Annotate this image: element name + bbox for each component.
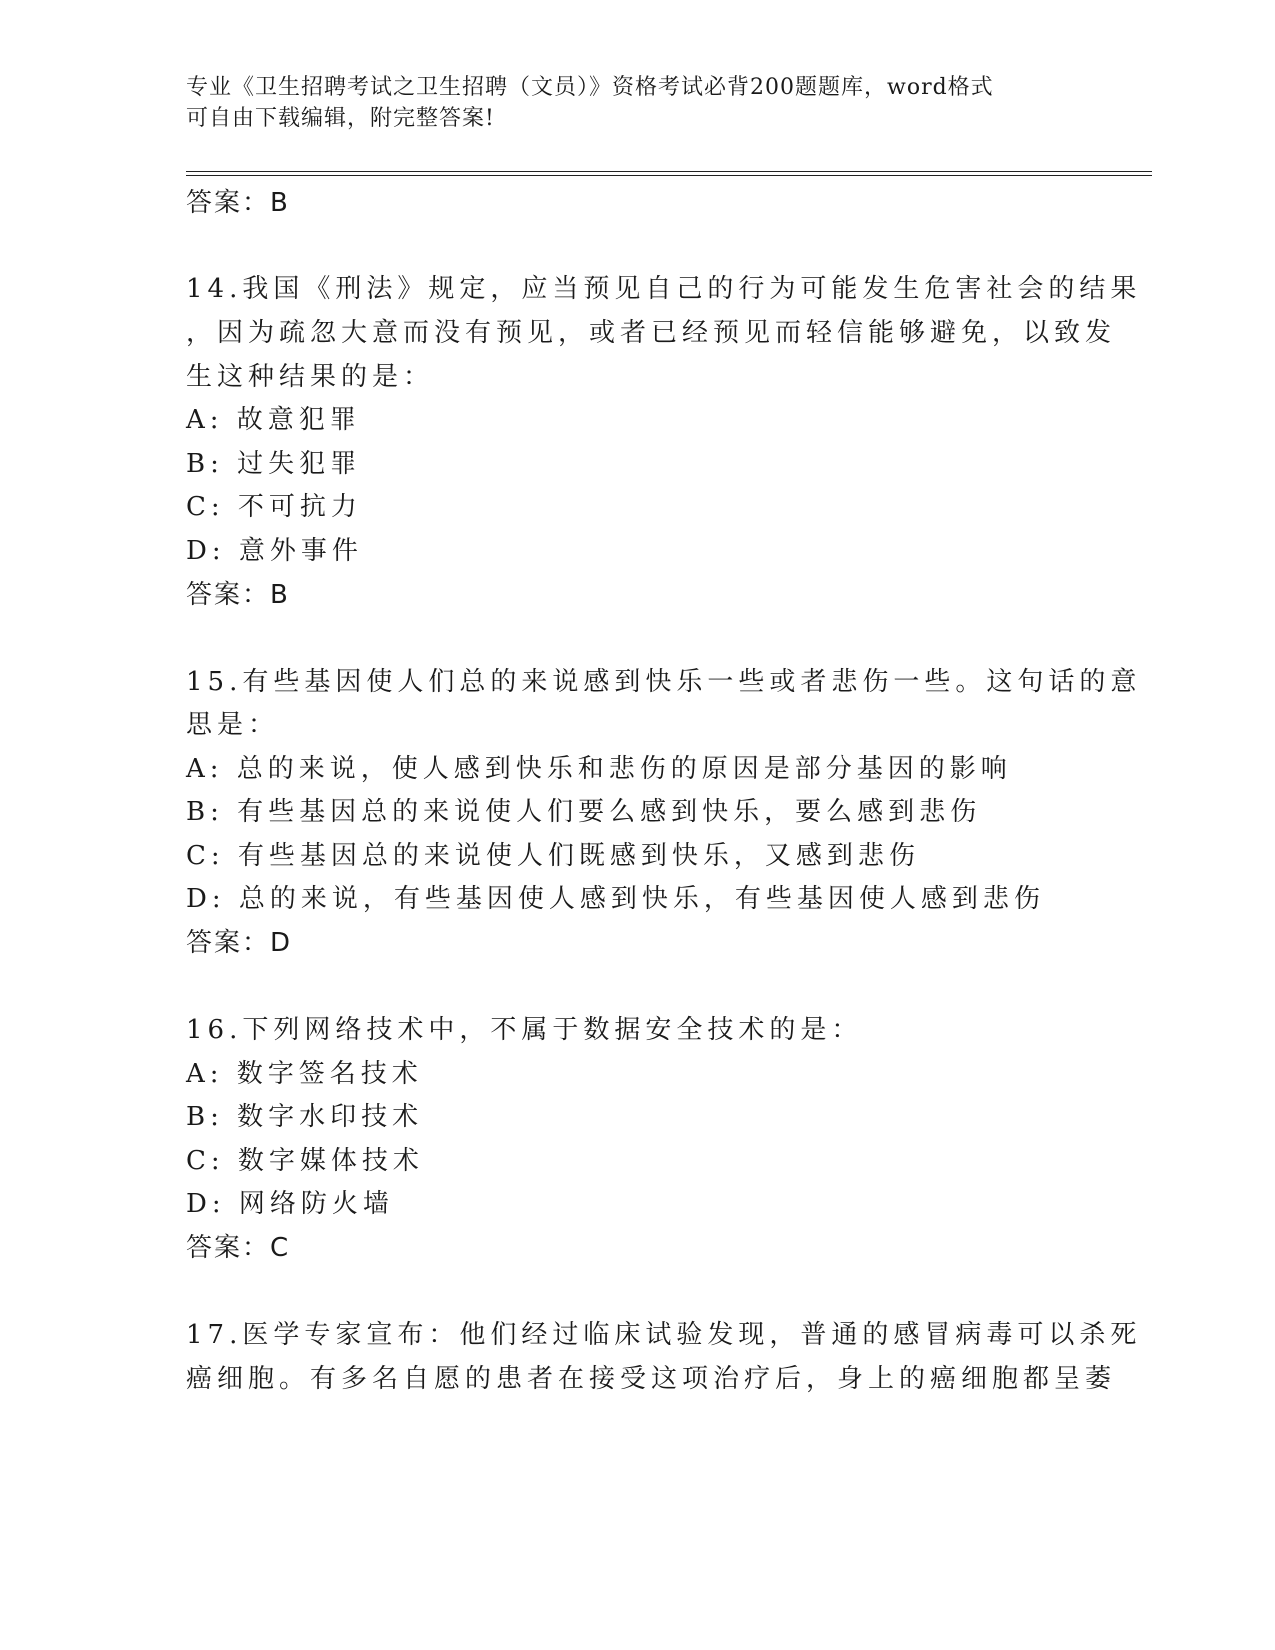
question-16-line-1: 16.下列网络技术中，不属于数据安全技术的是： — [186, 1015, 863, 1045]
question-15-answer: 答案：D — [186, 928, 293, 958]
question-16-option-d: D: 网络防火墙 — [186, 1189, 394, 1219]
answer-label: 答案：B — [186, 188, 290, 218]
question-14-line-1: 14.我国《刑法》规定，应当预见自己的行为可能发生危害社会的结果 — [186, 274, 1142, 304]
header-line-2: 可自由下载编辑，附完整答案! — [186, 106, 495, 131]
question-14-option-d: D: 意外事件 — [186, 536, 363, 566]
question-14-option-b: B: 过失犯罪 — [186, 449, 362, 479]
question-17-line-2: 癌细胞。有多名自愿的患者在接受这项治疗后，身上的癌细胞都呈萎 — [186, 1364, 1117, 1394]
question-15-option-b: B: 有些基因总的来说使人们要么感到快乐，要么感到悲伤 — [186, 797, 982, 827]
question-16-option-c: C: 数字媒体技术 — [186, 1146, 424, 1176]
question-15-option-d: D: 总的来说，有些基因使人感到快乐，有些基因使人感到悲伤 — [186, 884, 1045, 914]
question-16-option-b: B: 数字水印技术 — [186, 1102, 424, 1132]
question-15-line-1: 15.有些基因使人们总的来说感到快乐一些或者悲伤一些。这句话的意 — [186, 667, 1142, 697]
question-15-option-c: C: 有些基因总的来说使人们既感到快乐，又感到悲伤 — [186, 841, 920, 871]
question-14-option-a: A: 故意犯罪 — [186, 405, 361, 435]
question-15-option-a: A: 总的来说，使人感到快乐和悲伤的原因是部分基因的影响 — [186, 754, 1012, 784]
question-14-line-2: ，因为疏忽大意而没有预见，或者已经预见而轻信能够避免，以致发 — [186, 318, 1117, 348]
question-15-line-2: 思是： — [186, 710, 280, 740]
question-16-answer: 答案：C — [186, 1233, 291, 1263]
header-line-1: 专业《卫生招聘考试之卫生招聘（文员）》资格考试必背200题题库，word格式 — [186, 75, 994, 100]
question-14-option-c: C: 不可抗力 — [186, 492, 362, 522]
header-rule-bottom — [186, 175, 1152, 176]
question-14-line-3: 生这种结果的是： — [186, 362, 435, 392]
header-rule-top — [186, 171, 1152, 172]
question-16-option-a: A: 数字签名技术 — [186, 1059, 423, 1089]
question-14-answer: 答案：B — [186, 580, 290, 610]
question-17-line-1: 17.医学专家宣布：他们经过临床试验发现，普通的感冒病毒可以杀死 — [186, 1320, 1142, 1350]
